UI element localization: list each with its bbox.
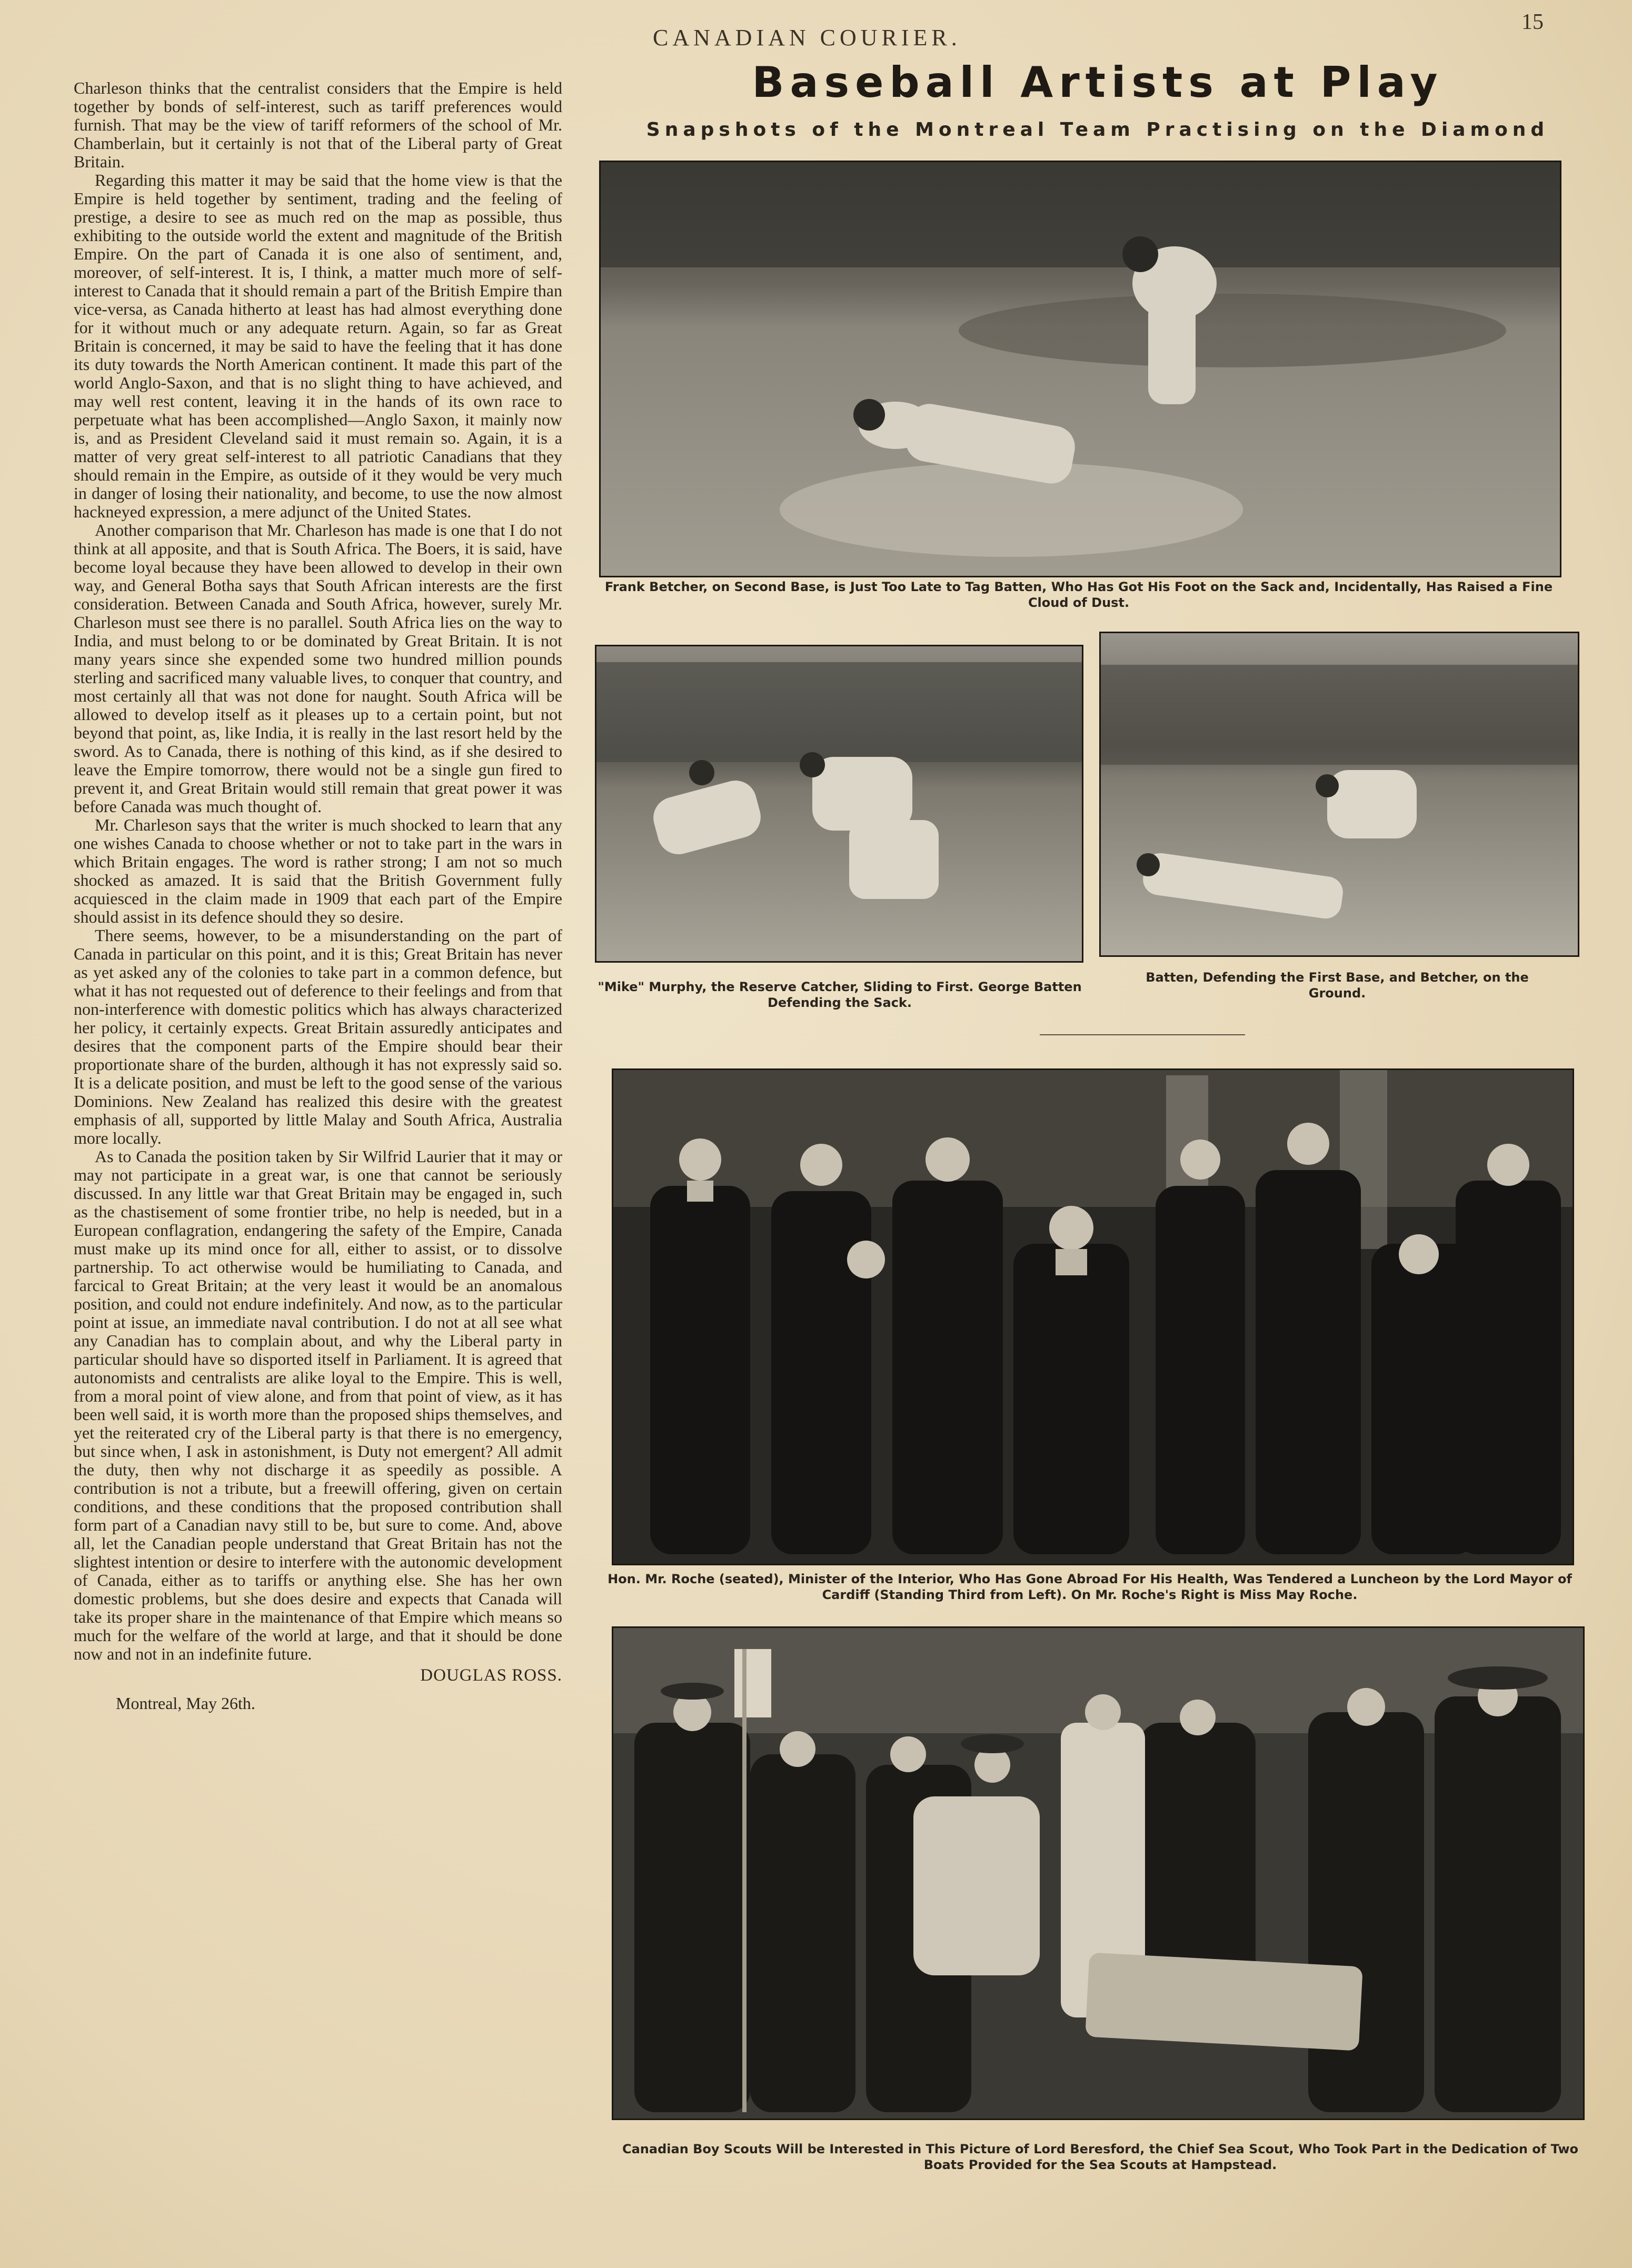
article-paragraph: Mr. Charleson says that the writer is much shocked to learn that any one wishes Canada to choose whether or not to take part in the wars in which Britain engages. The word is rather strong; I am not so much shocked as amazed. It is said that the British Government fully acquiesced in the claim made in 1909 that each part of the Empire should assist in its defence should they so desire.	[74, 815, 562, 926]
article-byline: DOUGLAS ROSS.	[420, 1666, 562, 1685]
article-dateline: Montreal, May 26th.	[116, 1694, 255, 1713]
article-paragraph: As to Canada the position taken by Sir Wilfrid Laurier that it may or may not participate in a great war, is one that cannot be seriously discussed. In any little war that Great Britain may be engaged in, such as the chastisement of some frontier tribe, no help is needed, but in a European conflagration, endangering the safety of the Empire, Canada must make up its mind once for all, either to assist, or to dissolve partnership. To act otherwise would be humiliating to Canada, and farcical to Great Britain; at the very least it would be an anomalous position, and could not endure indefinitely. And now, as to the particular point at issue, an immediate naval contribution. I do not at all see what any Canadian has to complain about, and why the Liberal party in particular should have so disported itself in Parliament. It is agreed that autonomists and centralists are alike loyal to the Empire. This is well, from a moral point of view alone, and from that point of view, as it has been well said, it is worth more than the proposed ships themselves, and yet the reiterated cry of the Liberal party is that there is no emergency, but since when, I ask in astonishment, is Duty not emergent? All admit the duty, then why not discharge it as speedily as possible. A contribution is not a tribute, but a freewill offering, given on certain conditions, and these conditions that the proposed contribution shall form part of a Canadian navy still to be, but sure to come. And, above all, let the Canadian people understand that Great Britain has not the slightest intention or desire to interfere with the autonomic development of Canada, either as to tariffs or anything else. She has her own domestic problems, but she does desire and expects that Canada will take its proper share in the maintenance of that Empire which means so much for the welfare of the world at large, and that it should be done now and not in an indefinite future.	[74, 1147, 562, 1663]
sea-scouts-photo	[612, 1626, 1585, 2120]
article-paragraph: There seems, however, to be a misunderstanding on the part of Canada in particular on this point, and it is this; Great Britain has never as yet asked any of the colonies to take part in a common defence, but what it has not requested out of deference to their feelings and from that non-interference with domestic politics which has always characterized her policy, it certainly expects. Great Britain assuredly anticipates and desires that the component parts of the Empire should bear their proportionate share of the burden, although it has not expressly said so. It is a delicate position, and must be left to the good sense of the various Dominions. New Zealand has realized this desire with the greatest emphasis of all, supported by little Malay and South Africa, Australia more locally.	[74, 926, 562, 1147]
second-base-image	[601, 162, 1560, 576]
murphy-sliding-image	[596, 646, 1082, 961]
luncheon-image	[613, 1070, 1573, 1564]
luncheon-photo	[612, 1068, 1574, 1565]
section-divider	[1040, 1034, 1245, 1035]
running-head: CANADIAN COURIER.	[653, 25, 961, 51]
murphy-sliding-caption: "Mike" Murphy, the Reserve Catcher, Sliding to First. George Batten Defending the Sack.	[598, 980, 1082, 1010]
feature-headline: Baseball Artists at Play	[752, 58, 1444, 107]
second-base-photo	[599, 161, 1561, 577]
batten-defending-photo	[1099, 632, 1579, 957]
article-paragraph: Charleson thinks that the centralist considers that the Empire is held together by bonds of self-interest, such as tariff preferences would furnish. That may be the view of tariff reformers of the school of Mr. Chamberlain, but it certainly is not that of the Liberal party of Great Britain.	[74, 78, 562, 171]
feature-subheadline: Snapshots of the Montreal Team Practising on the Diamond	[646, 119, 1549, 141]
luncheon-caption: Hon. Mr. Roche (seated), Minister of the Interior, Who Has Gone Abroad For His Health, Was Tendered a Luncheon by the Lord Mayor of Cardiff (Standing Third from Left). On Mr. Roche's Right is Miss May Roche.	[608, 1572, 1572, 1602]
sea-scouts-caption: Canadian Boy Scouts Will be Interested in This Picture of Lord Beresford, the Chief Sea Scout, Who Took Part in the Dedication of Two Boats Provided for the Sea Scouts at Hampstead.	[622, 2142, 1578, 2172]
second-base-caption: Frank Betcher, on Second Base, is Just Too Late to Tag Batten, Who Has Got His Foot on the Sack and, Incidentally, Has Raised a Fine Cloud of Dust.	[604, 580, 1553, 610]
batten-defending-image	[1101, 633, 1578, 955]
batten-defending-caption: Batten, Defending the First Base, and Betcher, on the Ground.	[1146, 970, 1529, 1001]
murphy-sliding-photo	[595, 645, 1083, 963]
page-number: 15	[1521, 10, 1544, 34]
article-column	[74, 79, 562, 1713]
article-paragraph: Another comparison that Mr. Charleson has made is one that I do not think at all apposite, and that is South Africa. The Boers, it is said, have become loyal because they have been allowed to develop in their own way, and General Botha says that South African interests are the first consideration. Between Canada and South Africa, however, surely Mr. Charleson must see there is no parallel. South Africa lies on the way to India, and must belong to or be dominated by Great Britain. It is not many years since she expended some two hundred million pounds sterling and sacrificed many valuable lives, to conquer that country, and most certainly all that was not done for naught. South Africa will be allowed to develop itself as it pleases up to a certain point, but not beyond that point, as, like India, it is really in the last resort held by the sword. As to Canada, there is nothing of this kind, as if she desired to leave the Empire tomorrow, there would not be a single gun fired to prevent it, and Great Britain would still remain that great power it was before Canada was much thought of.	[74, 521, 562, 816]
sea-scouts-image	[613, 1628, 1583, 2119]
article-paragraph: Regarding this matter it may be said that the home view is that the Empire is held together by sentiment, trading and the feeling of prestige, a desire to see as much red on the map as possible, thus exhibiting to the outside world the extent and magnitude of the British Empire. On the part of Canada it is one also of sentiment, and, moreover, of self-interest. It is, I think, a matter much more of self-interest to Canada that it should remain a part of the British Empire than vice-versa, as Canada hitherto at least has had almost everything done for it without much or any adequate return. Again, so far as Great Britain is concerned, it may be said to have the feeling that it has done its duty towards the North American continent. It made this part of the world Anglo-Saxon, and that is no slight thing to have achieved, and may well rest content, leaving it in the hands of its own race to perpetuate what has been accomplished—Anglo Saxon, it mainly now is, and as President Cleveland said it must remain so. Again, it is a matter of very great self-interest to all patriotic Canadians that they should remain in the Empire, as outside of it they would be very much in danger of losing their nationality, and become, to use the now almost hackneyed expression, a mere adjunct of the United States.	[74, 171, 562, 521]
